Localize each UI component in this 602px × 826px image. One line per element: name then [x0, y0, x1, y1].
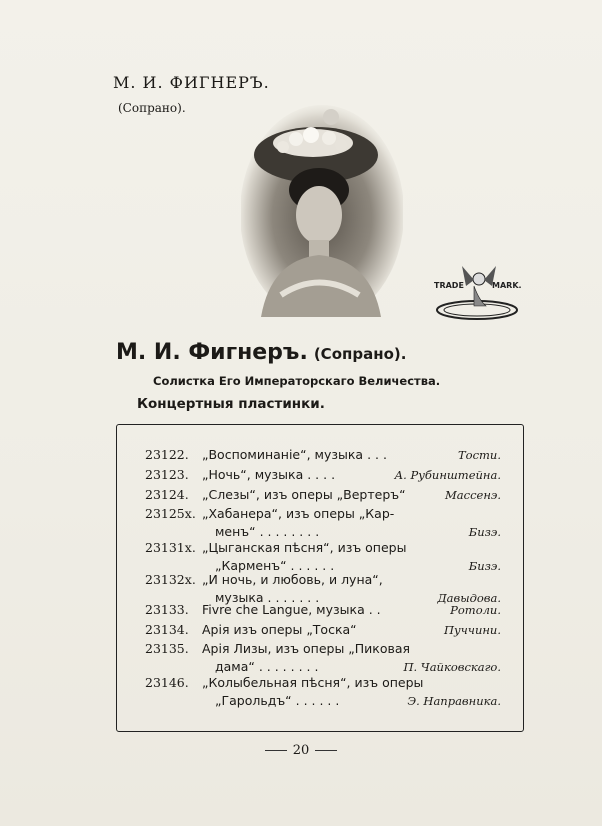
- record-title-line: „И ночь, и любовь, и луна“,: [202, 572, 383, 587]
- record-row: [145, 486, 501, 504]
- record-title: [202, 505, 437, 541]
- record-number: 23124.: [145, 487, 189, 502]
- record-composer: А. Рубинштейна.: [394, 468, 501, 482]
- record-composer: Бизэ.: [468, 559, 501, 573]
- record-title-line: Арія Лизы, изъ оперы „Пиковая: [202, 641, 411, 656]
- title-voice: (Сопрано).: [313, 345, 407, 363]
- record-title-line: дама“ . . . . . . . .: [215, 659, 319, 674]
- record-composer: Ротоли.: [450, 603, 501, 617]
- record-title: [202, 640, 437, 676]
- record-title-line: „Гарольдъ“ . . . . . .: [215, 693, 340, 708]
- record-composer: Давыдова.: [437, 591, 501, 605]
- record-composer: Тости.: [457, 448, 501, 462]
- record-composer: Пуччини.: [443, 623, 501, 637]
- title-name: М. И. Фигнеръ.: [116, 340, 308, 365]
- record-number: 23131x.: [145, 540, 196, 555]
- record-title: [202, 539, 437, 575]
- record-title-line: Fivre che Langue, музыка . .: [202, 602, 381, 617]
- subtitle: Солистка Его Императорскаго Величества.: [153, 374, 441, 388]
- record-number: 23123.: [145, 467, 189, 482]
- record-title: [202, 674, 437, 710]
- record-title-line: музыка . . . . . . .: [215, 590, 320, 605]
- record-row: [145, 446, 501, 464]
- record-number: 23134.: [145, 622, 189, 637]
- page-number-text: 20: [292, 743, 310, 758]
- singer-portrait: [241, 95, 403, 317]
- record-number: 23133.: [145, 602, 189, 617]
- record-number: 23125x.: [145, 506, 196, 521]
- record-row: [145, 601, 501, 619]
- section-heading: Концертныя пластинки.: [137, 396, 325, 412]
- record-number: 23146.: [145, 675, 189, 690]
- record-row: [145, 505, 501, 541]
- record-title-line: „Слезы“, изъ оперы „Вертеръ“: [202, 487, 406, 502]
- record-composer: Э. Направника.: [407, 694, 501, 708]
- record-title-line: „Хабанера“, изъ оперы „Кар-: [202, 506, 395, 521]
- dash-left: [265, 750, 287, 751]
- record-title-line: „Колыбельная пѣсня“, изъ оперы: [202, 675, 424, 690]
- trademark-logo: [430, 262, 524, 322]
- record-number: 23132x.: [145, 572, 196, 587]
- record-composer: Бизэ.: [468, 525, 501, 539]
- record-row: [145, 466, 501, 484]
- header-voice: (Сопрано).: [118, 101, 186, 115]
- record-row: [145, 539, 501, 575]
- record-number: 23135.: [145, 641, 189, 656]
- record-row: [145, 621, 501, 639]
- record-composer: П. Чайковскаго.: [403, 660, 501, 674]
- header-name: М. И. ФИГНЕРЪ.: [113, 73, 270, 92]
- page-number: [0, 743, 602, 758]
- record-title-line: „Ночь“, музыка . . . .: [202, 467, 336, 482]
- record-title: [202, 601, 437, 619]
- record-title: [202, 621, 437, 639]
- dash-right: [315, 750, 337, 751]
- record-title-line: „Воспоминаніе“, музыка . . .: [202, 447, 387, 462]
- record-title-line: „Карменъ“ . . . . . .: [215, 558, 335, 573]
- record-title: [202, 486, 437, 504]
- record-title-line: „Цыганская пѣсня“, изъ оперы: [202, 540, 407, 555]
- record-title-line: менъ“ . . . . . . . .: [215, 524, 320, 539]
- record-row: [145, 640, 501, 676]
- record-title-line: Арія изъ оперы „Тоска“: [202, 622, 357, 637]
- record-composer: Массенэ.: [445, 488, 501, 502]
- record-title: [202, 446, 437, 464]
- record-row: [145, 674, 501, 710]
- trademark-left: TRADE: [434, 281, 464, 290]
- page-title: [116, 340, 406, 365]
- trademark-right: MARK.: [492, 281, 522, 290]
- record-number: 23122.: [145, 447, 189, 462]
